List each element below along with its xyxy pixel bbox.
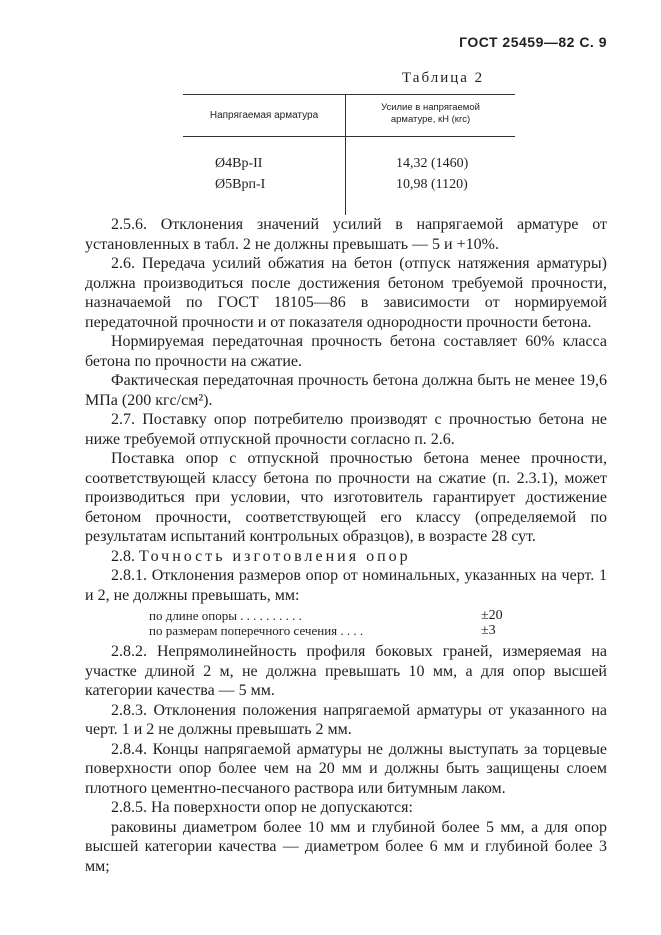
col-header-force-line1: Усилие в напрягаемой [381,102,480,113]
table-body [183,137,515,215]
table-caption: Таблица 2 [402,70,485,86]
tolerance-list [149,608,607,638]
list-item-label: по размерам поперечного сечения . . . . [149,623,364,638]
col-header-force [346,95,515,136]
section-heading-2-8 [85,547,607,567]
paragraph-2-6: 2.6. Передача усилий обжатия на бетон (отпуск натяжения арматуры) должна производиться после достижения бетоном требуемой прочности, назначаемой по ГОСТ 18105—86 в зависимости от нормируемой передаточной прочности и от показателя однородности прочности бетона. [85,255,607,331]
document-body [85,215,607,876]
list-item-value: ±20 [481,608,503,623]
table-2 [183,94,515,215]
paragraph-actual-strength: Фактическая передаточная прочность бетона должна быть не менее 19,6 МПа (200 кгс/см²). [85,372,607,409]
section-title: Точность изготовления опор [139,547,411,565]
paragraph-2-8-3: 2.8.3. Отклонения положения напрягаемой арматуры от указанного на черт. 1 и 2 не должны превышать 2 мм. [85,701,607,738]
list-item-value: ±3 [481,623,496,638]
table-cell-rebar: Ø4Вр-II [215,156,263,171]
paragraph-delivery-condition: Поставка опор с отпускной прочностью бетона менее прочности, соответствующей классу бетона по прочности на сжатие (п. 2.3.1), может производиться при условии, что изготовитель гарантирует достижение бетоном прочности, соответствующей его классу (определяемой по результатам испытаний контрольных образцов), в возрасте 28 сут. [85,450,607,545]
table-cell-force: 10,98 (1120) [396,177,468,192]
paragraph-2-5-6: 2.5.6. Отклонения значений усилий в напрягаемой арматуре от установленных в табл. 2 не должны превышать — 5 и +10%. [85,216,607,253]
page-header: ГОСТ 25459—82 С. 9 [459,34,607,50]
paragraph-cavities: раковины диаметром более 10 мм и глубиной более 5 мм, а для опор высшей категории качества — диаметром более 6 мм и глубиной более 3 мм; [85,818,607,875]
section-number: 2.8. [111,547,135,565]
paragraph-2-8-5: 2.8.5. На поверхности опор не допускаются: [111,799,413,816]
table-cell-rebar: Ø5Врп-I [215,177,266,192]
list-item [149,623,607,638]
paragraph-2-7: 2.7. Поставку опор потребителю производят с прочностью бетона не ниже требуемой отпускной прочности согласно п. 2.6. [85,411,607,448]
col-header-rebar: Напрягаемая арматура [183,95,346,136]
table-header-row [183,95,515,136]
table-cell-force: 14,32 (1460) [396,156,469,171]
paragraph-2-8-4: 2.8.4. Концы напрягаемой арматуры не должны выступать за торцевые поверхности опор более чем на 20 мм и должны быть защищены слоем плотного цементно-песчаного раствора или битумным лаком. [85,740,607,797]
list-item [149,608,607,623]
paragraph-transfer-strength: Нормируемая передаточная прочность бетона составляет 60% класса бетона по прочности на сжатие. [85,333,607,370]
paragraph-2-8-2: 2.8.2. Непрямолинейность профиля боковых граней, измеряемая на участке длиной 2 м, не должна превышать 10 мм, а для опор высшей категории качества — 5 мм. [85,643,607,699]
paragraph-2-8-1: 2.8.1. Отклонения размеров опор от номинальных, указанных на черт. 1 и 2, не должны превышать, мм: [85,567,607,604]
col-rebar-cells [183,137,346,215]
col-header-force-line2: арматуре, кН (кгс) [390,114,471,125]
col-force-cells [346,137,515,215]
list-item-label: по длине опоры . . . . . . . . . . [149,608,302,623]
